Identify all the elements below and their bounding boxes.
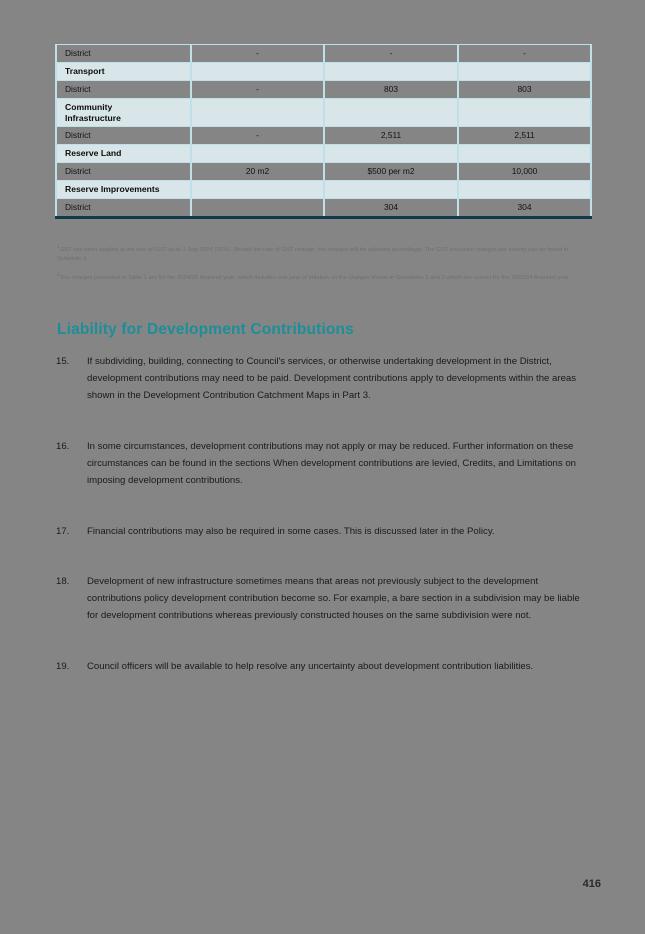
table-row-label: District — [56, 127, 191, 145]
table-category-label-line: Community — [65, 101, 113, 112]
table-cell-value — [191, 63, 324, 81]
table-category-label: Reserve Land — [56, 145, 191, 163]
table-row — [56, 127, 591, 145]
table-category-row — [56, 63, 591, 81]
table-cell-value: 803 — [458, 81, 591, 99]
table-cell-value — [324, 145, 458, 163]
development-contributions-charges-table — [55, 44, 592, 219]
footnote-2 — [57, 271, 591, 283]
paragraph-16 — [56, 439, 591, 489]
table-row-label: District — [56, 45, 191, 63]
table-row — [56, 199, 591, 218]
footnote-2-marker: 2 — [57, 272, 60, 278]
table-cell-value — [324, 63, 458, 81]
page-number: 416 — [582, 878, 601, 890]
table-cell-value — [191, 145, 324, 163]
table-cell-value — [458, 99, 591, 127]
paragraph-18 — [56, 574, 591, 624]
table-cell-value: $500 per m2 — [324, 163, 458, 181]
table-cell-value: 2,511 — [458, 127, 591, 145]
table-row-label: District — [56, 163, 191, 181]
table-cell-value — [324, 99, 458, 127]
table-row-label: District — [56, 199, 191, 218]
paragraph-15-number: 15. — [56, 356, 70, 367]
paragraph-18-number: 18. — [56, 576, 70, 587]
table-cell-value — [458, 181, 591, 199]
table-row — [56, 81, 591, 99]
table-cell-value — [191, 99, 324, 127]
paragraph-16-text: In some circumstances, development contributions may not apply or may be reduced. Further information on these circumstances can be found in the sections When development contributions are levied, Credits, and Limitations on imposing development contributions. — [87, 441, 577, 486]
table-cell-value: - — [324, 45, 458, 63]
table-category-label — [56, 99, 191, 127]
paragraph-15-text: If subdividing, building, connecting to Council's services, or otherwise undertaking development in the District, development contributions may need to be paid. Development contributions apply to developments within the areas shown in the Development Contribution Catchment Maps in Part 3. — [87, 356, 577, 401]
table-row-label: District — [56, 81, 191, 99]
table-cell-value: 20 m2 — [191, 163, 324, 181]
table-cell-value: - — [191, 45, 324, 63]
footnote-2-text: The charges presented in Table 1 are for the 2024/25 financial year, which includes one year of inflation on the charges shown in Schedules 1 and 2 which are correct for the 2023/24 financial year. — [59, 275, 571, 282]
table-body — [56, 45, 591, 218]
footnote-1-text: GST has been applied at the rate of GST as at 1 July 2024 (15%). Should the rate of GST change, the charges will be adjusted accordingly. The GST exclusive charges per activity can be found in Schedule 1. — [57, 246, 569, 263]
paragraph-19-number: 19. — [56, 661, 70, 672]
paragraph-16-number: 16. — [56, 441, 70, 452]
table-cell-value: 304 — [324, 199, 458, 218]
footnote-1 — [57, 243, 591, 264]
table-cell-value — [191, 199, 324, 218]
table-category-row — [56, 99, 591, 127]
table-cell-value — [458, 63, 591, 81]
footnotes-block — [57, 243, 591, 290]
table-category-row — [56, 145, 591, 163]
paragraph-17 — [56, 524, 591, 541]
table-row — [56, 45, 591, 63]
footnote-1-marker: 1 — [57, 244, 60, 249]
table-category-label-line: Infrastructure — [65, 112, 121, 123]
table-cell-value: - — [191, 81, 324, 99]
table-category-row — [56, 181, 591, 199]
table-cell-value: 10,000 — [458, 163, 591, 181]
paragraph-17-text: Financial contributions may also be required in some cases. This is discussed later in the Policy. — [87, 526, 495, 537]
table-cell-value: - — [458, 45, 591, 63]
table-cell-value: 803 — [324, 81, 458, 99]
table-cell-value — [458, 145, 591, 163]
section-heading-liability: Liability for Development Contributions — [57, 321, 354, 338]
paragraph-15 — [56, 354, 591, 404]
table-cell-value: 2,511 — [324, 127, 458, 145]
paragraph-19-text: Council officers will be available to help resolve any uncertainty about development contribution liabilities. — [87, 661, 534, 672]
paragraph-17-number: 17. — [56, 526, 70, 537]
paragraph-18-text: Development of new infrastructure sometimes means that areas not previously subject to the development contributions policy development contribution become so. For example, a bare section in a subdivision may be liable for development contributions whereas previously constructed houses on the same subdivision were not. — [87, 576, 580, 621]
table-category-label: Reserve Improvements — [56, 181, 191, 199]
table-cell-value: - — [191, 127, 324, 145]
charges-table-container — [55, 44, 590, 219]
table-cell-value — [324, 181, 458, 199]
table-row — [56, 163, 591, 181]
table-cell-value — [191, 181, 324, 199]
table-category-label: Transport — [56, 63, 191, 81]
paragraph-19 — [56, 659, 591, 676]
table-cell-value: 304 — [458, 199, 591, 218]
